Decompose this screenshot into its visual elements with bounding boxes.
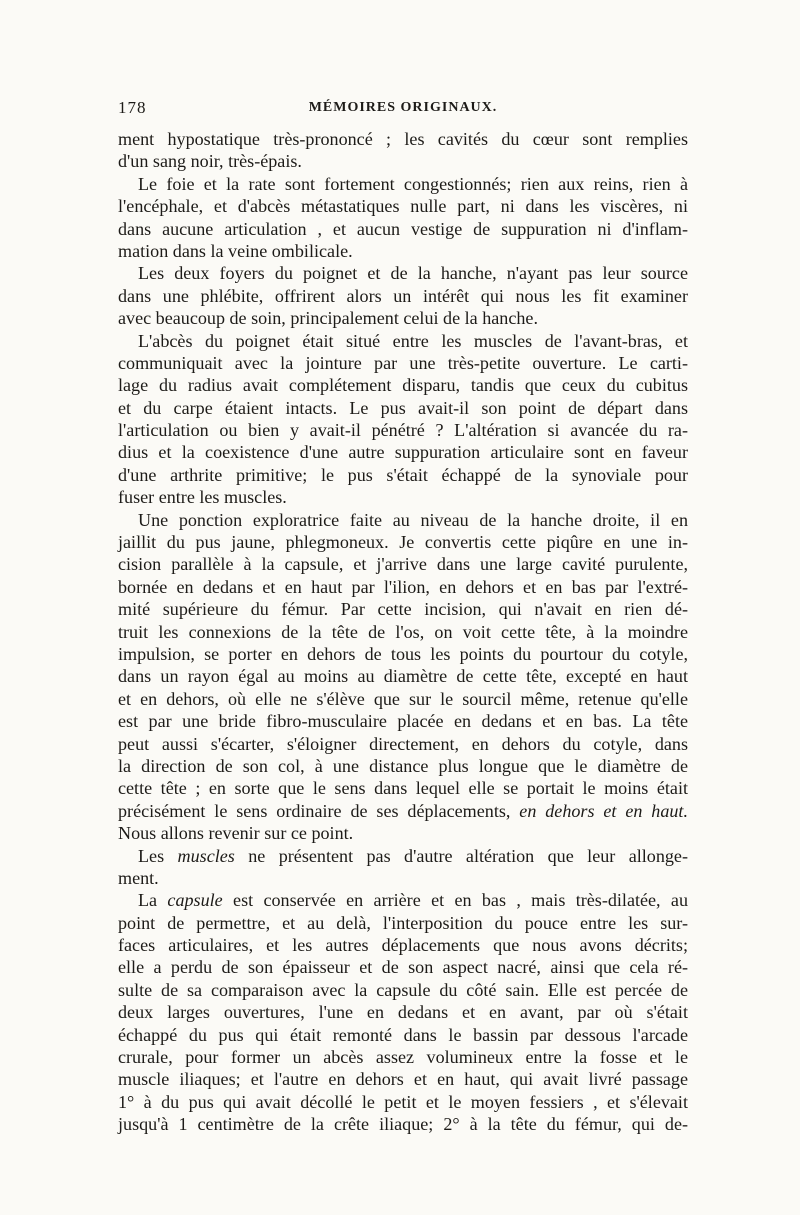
text-span: dius et la coexistence d'une autre suppuration articulaire sont en faveur: [118, 442, 688, 463]
text-line: [118, 195, 688, 217]
text-span: cision parallèle à la capsule, et j'arrive dans une large cavité purulente,: [118, 554, 688, 575]
text-line: [118, 509, 688, 531]
text-span: Les: [138, 845, 178, 866]
text-line: [118, 800, 688, 822]
text-line: [118, 1024, 688, 1046]
text-span: Les deux foyers du poignet et de la hanche, n'ayant pas leur source: [138, 263, 688, 284]
text-line: [118, 867, 688, 889]
text-line: [118, 598, 688, 620]
text-line: [118, 464, 688, 486]
text-span: faces articulaires, et les autres déplacements que nous avons décrits;: [118, 935, 688, 956]
text-line: [118, 979, 688, 1001]
text-line: [118, 150, 688, 172]
text-line: [118, 934, 688, 956]
text-span: point de permettre, et au delà, l'interposition du pouce entre les sur-: [118, 912, 688, 933]
text-line: [118, 240, 688, 262]
text-line: [118, 956, 688, 978]
text-span: et en dehors, où elle ne s'élève que sur le sourcil même, retenue qu'elle: [118, 688, 688, 709]
text-line: [118, 1046, 688, 1068]
text-line: [118, 173, 688, 195]
text-span: ment hypostatique très-prononcé ; les cavités du cœur sont remplies: [118, 129, 688, 149]
text-span: elle a perdu de son épaisseur et de son aspect nacré, ainsi que cela ré-: [118, 957, 688, 978]
text-span: lage du radius avait complétement disparu, tandis que ceux du cubitus: [118, 375, 688, 396]
text-line: [118, 397, 688, 419]
text-line: [118, 576, 688, 598]
text-span: Nous allons revenir sur ce point.: [118, 823, 354, 844]
text-span: dans un rayon égal au moins au diamètre de cette tête, excepté en haut: [118, 666, 688, 687]
page-number: 178: [118, 98, 147, 117]
text-span: truit les connexions de la tête de l'os, on voit cette tête, à la moindre: [118, 621, 688, 642]
text-line: [118, 1091, 688, 1113]
text-span: jusqu'à 1 centimètre de la crête iliaque; 2° à la tête du fémur, qui de-: [118, 1114, 688, 1135]
text-span: échappé du pus qui était remonté dans le bassin par dessous l'arcade: [118, 1024, 688, 1045]
text-line: [118, 128, 688, 150]
text-span: l'articulation ou bien y avait-il pénétré ? L'altération si avancée du ra-: [118, 420, 688, 441]
text-span: et du carpe étaient intacts. Le pus avait-il son point de départ dans: [118, 397, 688, 418]
text-span: précisément le sens ordinaire de ses déplacements,: [118, 800, 520, 821]
body-text: [118, 128, 688, 1136]
text-line: [118, 845, 688, 867]
text-span: l'encéphale, et d'abcès métastatiques nulle part, ni dans les viscères, ni: [118, 196, 688, 217]
text-line: [118, 1113, 688, 1135]
text-span: la direction de son col, à une distance plus longue que le diamètre de: [118, 755, 688, 776]
running-title: MÉMOIRES ORIGINAUX.: [308, 100, 498, 115]
text-line: [118, 553, 688, 575]
italic-text: capsule: [167, 890, 223, 911]
text-line: [118, 330, 688, 352]
text-line: [118, 531, 688, 553]
text-span: L'abcès du poignet était situé entre les muscles de l'avant-bras, et: [138, 330, 688, 351]
text-line: [118, 419, 688, 441]
text-line: [118, 285, 688, 307]
text-span: mation dans la veine ombilicale.: [118, 240, 353, 261]
text-line: [118, 621, 688, 643]
text-line: [118, 777, 688, 799]
text-line: [118, 710, 688, 732]
text-line: [118, 733, 688, 755]
text-span: muscle iliaques; et l'autre en dehors et en haut, qui avait livré passage: [118, 1069, 688, 1090]
page-header: [118, 98, 688, 122]
text-span: est par une bride fibro-musculaire placée en dedans et en bas. La tête: [118, 711, 688, 732]
text-span: est conservée en arrière et en bas , mais très-dilatée, au: [222, 890, 688, 911]
text-span: avec beaucoup de soin, principalement celui de la hanche.: [118, 308, 538, 329]
text-line: [118, 889, 688, 911]
text-span: Le foie et la rate sont fortement congestionnés; rien aux reins, rien à: [138, 173, 688, 194]
text-line: [118, 912, 688, 934]
text-line: [118, 352, 688, 374]
text-span: sulte de sa comparaison avec la capsule du côté sain. Elle est percée de: [118, 979, 688, 1000]
text-line: [118, 374, 688, 396]
text-span: impulsion, se porter en dehors de tous les points du pourtour du cotyle,: [118, 643, 688, 664]
text-line: [118, 1068, 688, 1090]
text-line: [118, 755, 688, 777]
text-span: La: [138, 890, 168, 911]
text-span: cette tête ; en sorte que le sens dans lequel elle se portait le moins était: [118, 778, 688, 799]
text-span: ne présentent pas d'autre altération que leur allonge-: [234, 845, 688, 866]
text-line: [118, 441, 688, 463]
text-line: [118, 643, 688, 665]
text-line: [118, 307, 688, 329]
text-line: [118, 218, 688, 240]
text-span: mité supérieure du fémur. Par cette incision, qui n'avait en rien dé-: [118, 599, 688, 620]
italic-text: en dehors et en haut.: [519, 800, 688, 821]
text-span: crurale, pour former un abcès assez volumineux entre la fosse et le: [118, 1047, 688, 1068]
text-span: dans aucune articulation , et aucun vestige de suppuration ni d'inflam-: [118, 218, 688, 239]
text-line: [118, 262, 688, 284]
text-line: [118, 822, 688, 844]
italic-text: muscles: [177, 845, 235, 866]
text-span: Une ponction exploratrice faite au niveau de la hanche droite, il en: [138, 509, 688, 530]
text-line: [118, 688, 688, 710]
text-span: communiquait avec la jointure par une très-petite ouverture. Le carti-: [118, 352, 688, 373]
text-line: [118, 665, 688, 687]
text-span: dans une phlébite, offrirent alors un intérêt qui nous les fit examiner: [118, 285, 688, 306]
text-span: deux larges ouvertures, l'une en dedans et en avant, par où s'était: [118, 1002, 688, 1023]
text-span: fuser entre les muscles.: [118, 487, 287, 508]
text-span: bornée en dedans et en haut par l'ilion, en dehors et en bas par l'extré-: [118, 576, 688, 597]
text-span: 1° à du pus qui avait décollé le petit et le moyen fessiers , et s'élevait: [118, 1091, 688, 1112]
text-span: d'une arthrite primitive; le pus s'était échappé de la synoviale pour: [118, 464, 688, 485]
text-span: d'un sang noir, très-épais.: [118, 151, 302, 172]
text-line: [118, 486, 688, 508]
text-line: [118, 1001, 688, 1023]
text-span: peut aussi s'écarter, s'éloigner directement, en dehors du cotyle, dans: [118, 733, 688, 754]
text-span: jaillit du pus jaune, phlegmoneux. Je convertis cette piqûre en une in-: [118, 532, 688, 553]
text-span: ment.: [118, 867, 159, 888]
